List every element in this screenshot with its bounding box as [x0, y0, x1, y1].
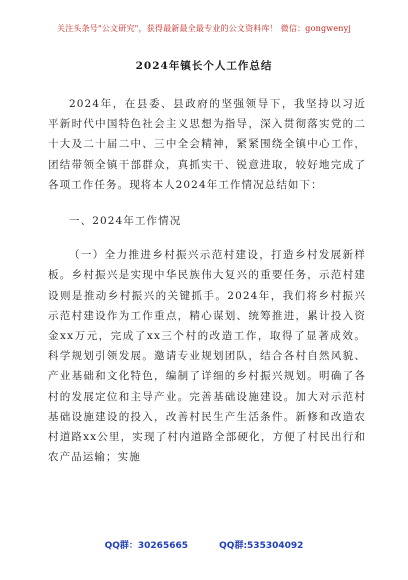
footer-qq-group-1: QQ群：30265665: [104, 541, 188, 551]
footer-qq-group-2: QQ群:535304092: [219, 541, 304, 551]
intro-paragraph: 2024年，在县委、县政府的坚强领导下，我坚持以习近平新时代中国特色社会主义思想为指导，深入贯彻落实党的二十大及二十届二中、三中全会精神，紧紧围绕全镇中心工作，团结带领全镇干部群众，真抓实干、锐意进取，较好地完成了各项工作任务。现将本人2024年工作情况总结如下：: [48, 98, 366, 191]
document-body: [48, 94, 366, 467]
document-title: 2024年镇长个人工作总结: [135, 60, 273, 72]
body-paragraph: （一）全力推进乡村振兴示范村建设，打造乡村发展新样板。乡村振兴是实现中华民族伟大复兴的重要任务，示范村建设则是推动乡村振兴的关键抓手。2024年，我们将乡村振兴示范村建设作为工作重点，精心谋划、统筹推进，累计投入资金xx万元，完成了xx三个村的改造工作，取得了显著成效。科学规划引领发展。邀请专业规划团队，结合各村自然风貌、产业基础和文化特色，编制了详细的乡村振兴规划。明确了各村的发展定位和主导产业。完善基础设施建设。加大对示范村基础设施建设的投入，改善村民生产生活条件。新修和改造农村道路xx公里，实现了村内道路全部硬化，方便了村民出行和农产品运输；实施: [48, 249, 366, 464]
section-heading: 一、2024年工作情况: [69, 215, 182, 228]
footer: [0, 538, 408, 551]
header-banner: 关注头条号"公文研究"，获得最新最全最专业的公文资料库！ 微信：gongwenyj: [56, 24, 352, 33]
